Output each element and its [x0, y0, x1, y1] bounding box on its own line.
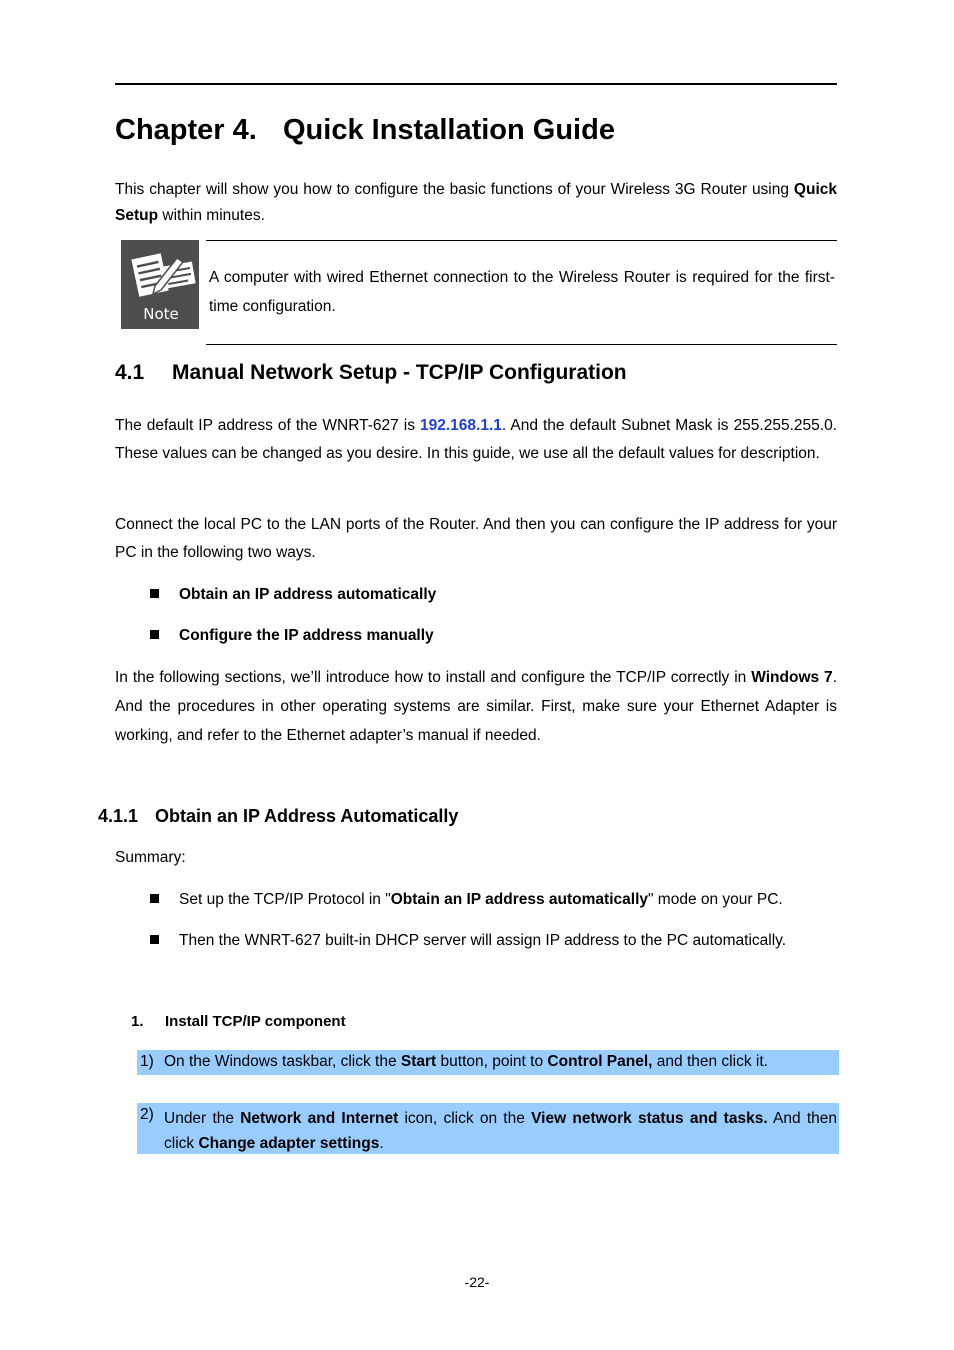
subsection-heading: [98, 806, 458, 827]
bullet-square-icon: [150, 894, 159, 903]
section-heading: [115, 361, 627, 385]
intro-text: This chapter will show you how to configure the basic functions of your Wireless 3G Router using: [115, 181, 794, 198]
list-item: [150, 627, 434, 645]
p3-text-end: . And the procedures in other operating systems are similar. First, make sure your Ethernet Adapter is working, and refer to the Ethernet adapter’s manual if needed.: [115, 669, 837, 744]
p3-text: In the following sections, we’ll introduce how to install and configure the TCP/IP correctly in: [115, 669, 752, 686]
summary-bold: Obtain an IP address automatically: [390, 891, 648, 908]
substep-number: 1): [140, 1053, 154, 1070]
substep-text-part: .: [379, 1135, 384, 1152]
intro-paragraph: [115, 177, 837, 229]
way-auto: Obtain an IP address automatically: [179, 586, 437, 603]
summary-text: Then the WNRT-627 built-in DHCP server will assign IP address to the PC automatically.: [179, 932, 787, 949]
note-pencil-icon: [121, 240, 199, 329]
summary-text: Set up the TCP/IP Protocol in ": [179, 891, 391, 908]
view-network-status-label: View network status and tasks.: [531, 1110, 768, 1127]
substep-text-part: And then click: [164, 1110, 837, 1152]
windows7-paragraph: [115, 663, 837, 750]
list-item: [150, 586, 436, 604]
p3-bold: Windows 7: [751, 669, 833, 686]
connect-paragraph: Connect the local PC to the LAN ports of the Router. And then you can configure the IP address for your PC in the following two ways.: [115, 516, 837, 561]
substep-1: [137, 1050, 839, 1075]
p1-text-end: . And the default Subnet Mask is 255.255.255.0. These values can be changed as you desire. In this guide, we use all the default values for description.: [115, 417, 837, 462]
substep-text-part: Under the: [164, 1110, 241, 1127]
chapter-title: [115, 114, 615, 147]
substep-number: 2): [140, 1106, 154, 1123]
substep-text-part: and then click it.: [652, 1053, 768, 1070]
substep-2: [137, 1103, 839, 1154]
bullet-square-icon: [150, 630, 159, 639]
section-title: Manual Network Setup - TCP/IP Configuration: [172, 361, 627, 384]
change-adapter-label: Change adapter settings: [198, 1135, 380, 1152]
p1-text: The default IP address of the WNRT-627 is: [115, 417, 421, 434]
bullet-square-icon: [150, 589, 159, 598]
list-item: [150, 891, 783, 909]
note-bottom-rule: [206, 344, 837, 345]
default-ip-link[interactable]: 192.168.1.1: [420, 417, 502, 434]
substep-text-part: On the Windows taskbar, click the: [164, 1053, 401, 1070]
start-button-label: Start: [400, 1053, 437, 1070]
default-ip-paragraph: [115, 412, 837, 468]
intro-text-end: within minutes.: [158, 207, 265, 224]
note-text: A computer with wired Ethernet connection to the Wireless Router is required for the first-time configuration.: [209, 269, 835, 315]
substep-text-part: icon, click on the: [398, 1110, 532, 1127]
substep-text: [164, 1106, 837, 1156]
chapter-number: Chapter 4.: [115, 114, 257, 146]
note-top-rule: [206, 240, 837, 241]
note-icon: [121, 240, 199, 329]
note-label: Note: [143, 305, 179, 323]
step-number: 1.: [131, 1013, 144, 1030]
step-title: Install TCP/IP component: [165, 1013, 346, 1030]
section-number: 4.1: [115, 361, 145, 384]
chapter-name: Quick Installation Guide: [283, 114, 615, 146]
subsection-number: 4.1.1: [98, 806, 139, 826]
subsection-title: Obtain an IP Address Automatically: [155, 806, 459, 826]
page-number: -22-: [464, 1274, 490, 1290]
summary-label: Summary:: [115, 849, 186, 866]
intro-bold: Quick Setup: [115, 181, 837, 224]
substep-text: [164, 1053, 837, 1071]
network-internet-label: Network and Internet: [240, 1110, 399, 1127]
substep-text-part: button, point to: [436, 1053, 548, 1070]
summary-text-end: " mode on your PC.: [648, 891, 783, 908]
step-heading: [131, 1013, 346, 1030]
header-rule: [115, 83, 837, 85]
list-item: [150, 932, 786, 950]
way-manual: Configure the IP address manually: [179, 627, 434, 644]
bullet-square-icon: [150, 935, 159, 944]
control-panel-label: Control Panel,: [547, 1053, 653, 1070]
